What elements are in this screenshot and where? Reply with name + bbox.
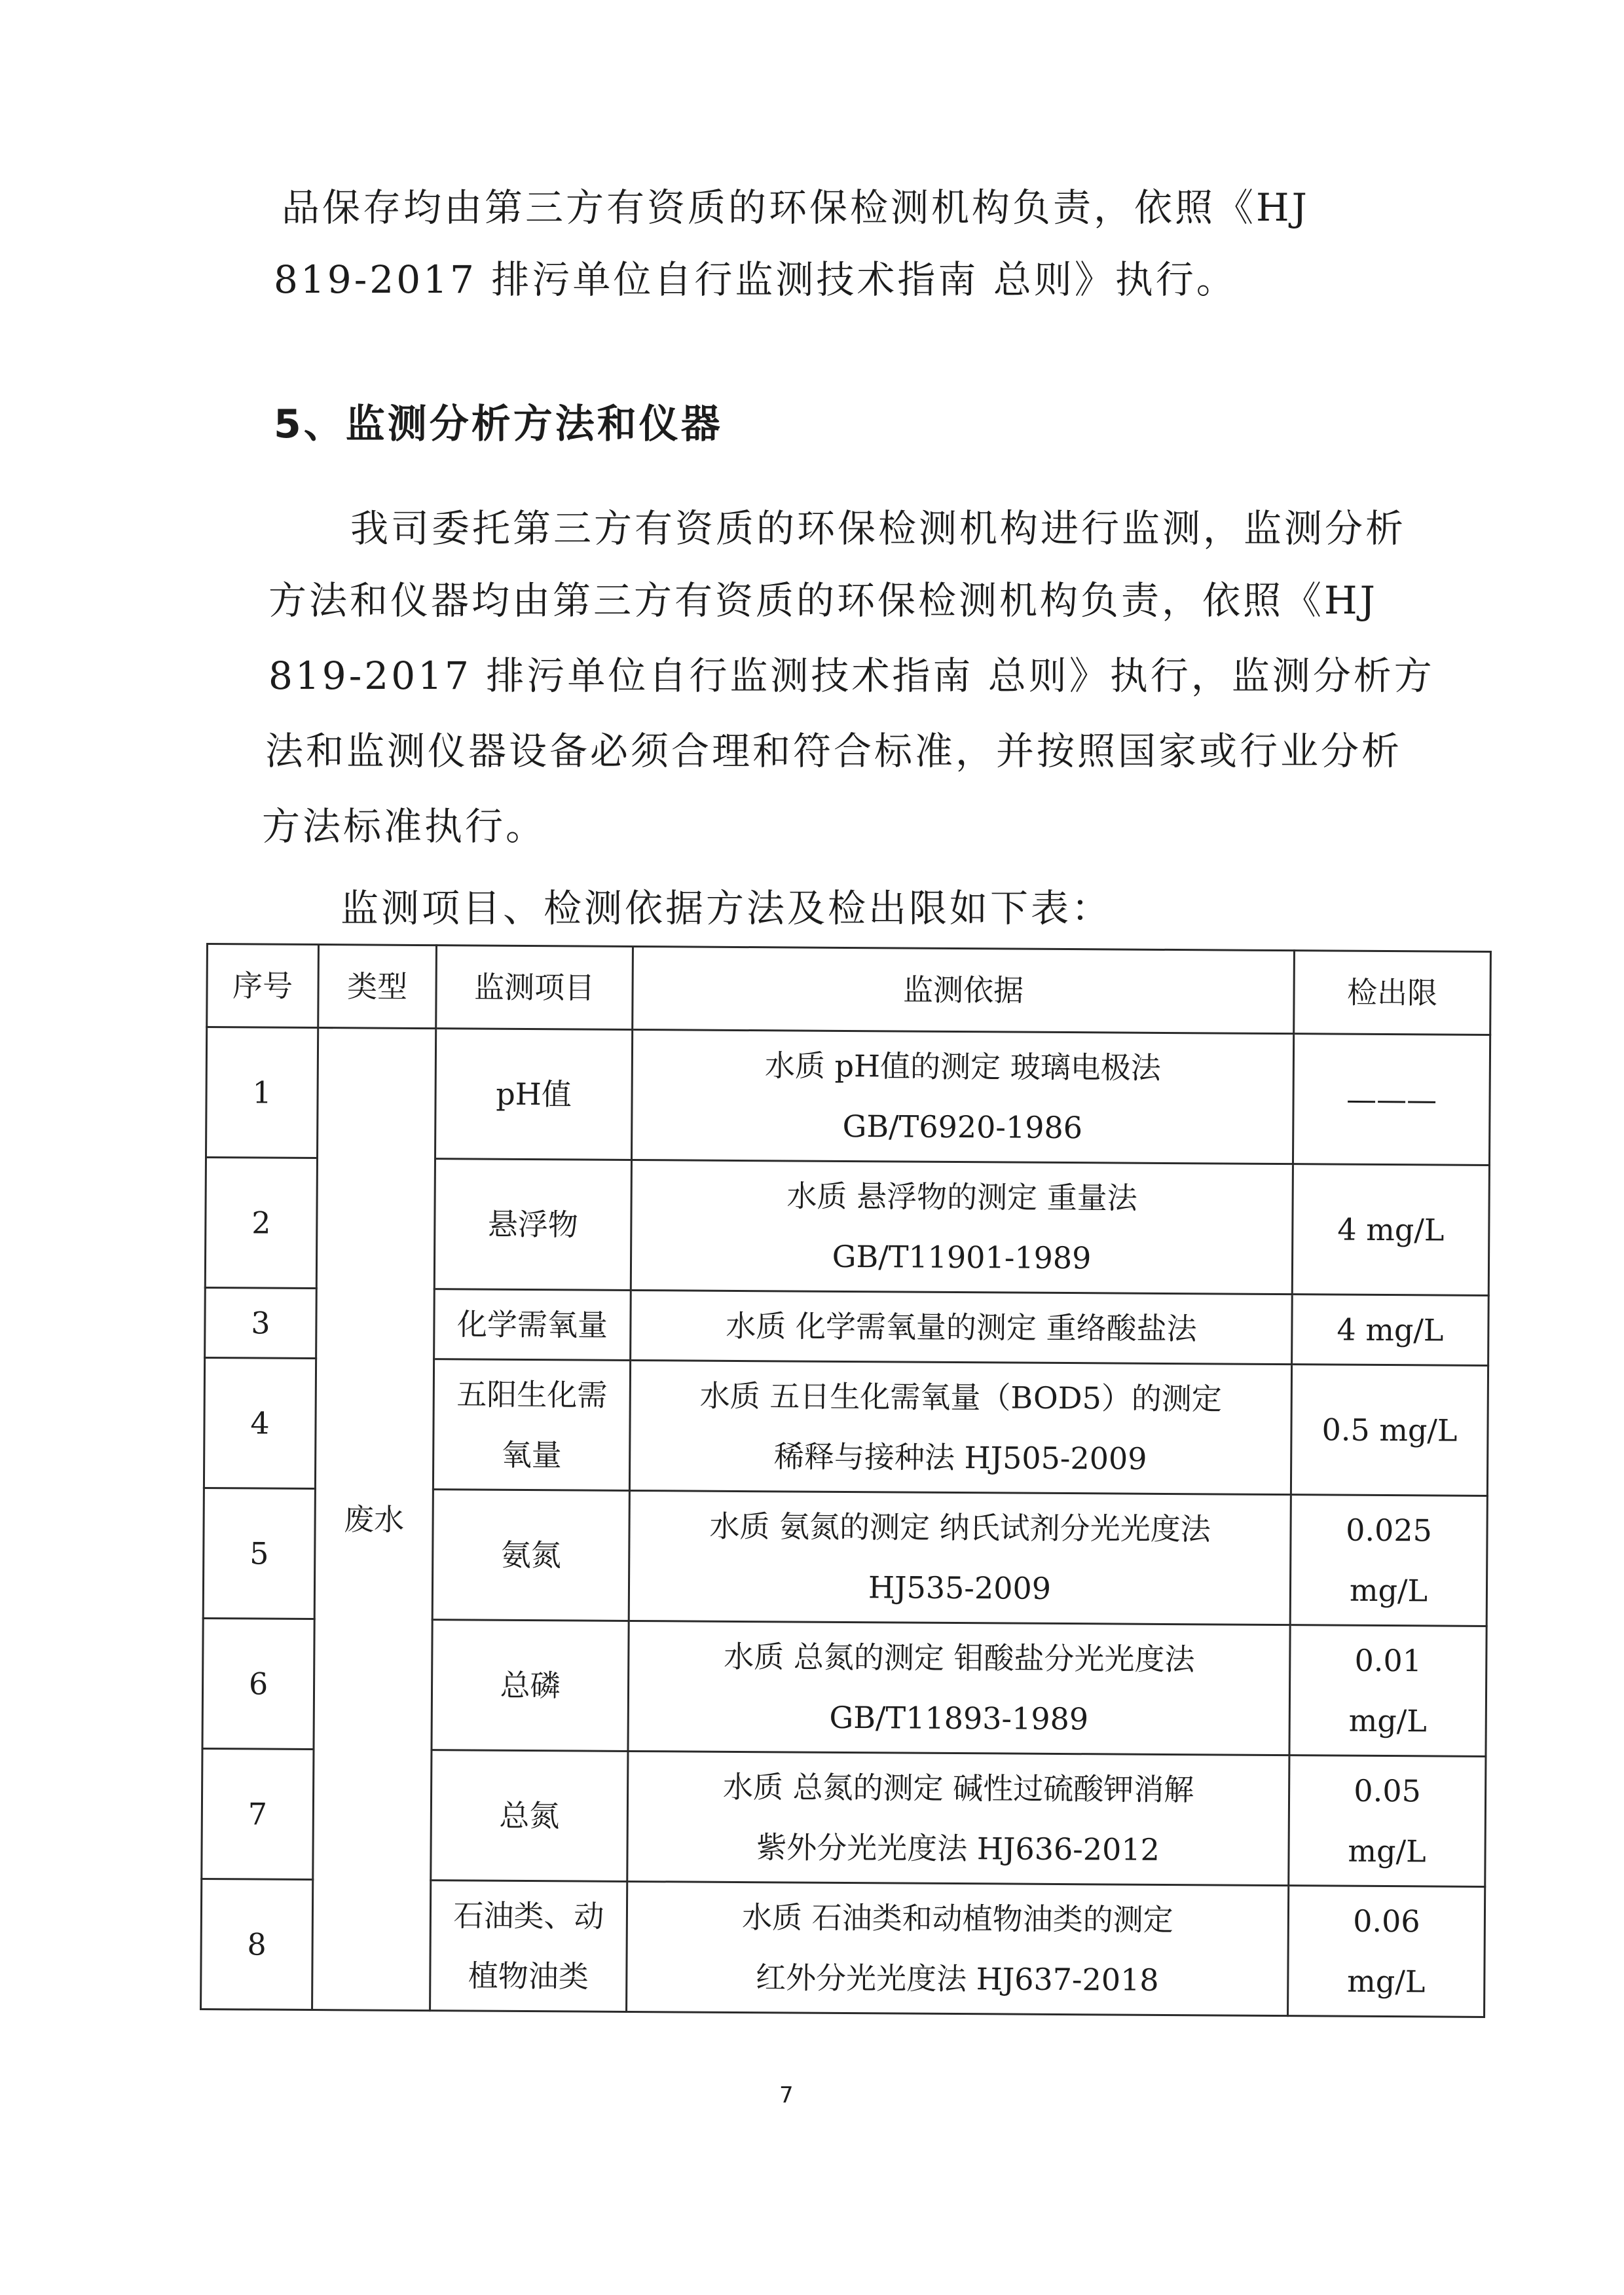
row-no: 4 [204, 1357, 316, 1488]
row-limit: 0.025 mg/L [1290, 1495, 1487, 1626]
row-limit: ——— [1293, 1034, 1490, 1166]
row-basis: 水质 悬浮物的测定 重量法 GB/T11901-1989 [631, 1160, 1293, 1294]
row-no: 8 [201, 1879, 313, 2010]
row-limit: 4 mg/L [1292, 1294, 1489, 1366]
paragraph-line: 方法标准执行。 [262, 804, 547, 849]
header-item: 监测项目 [436, 946, 633, 1030]
row-item: 石油类、动 植物油类 [430, 1881, 627, 2012]
row-basis: 水质 总氮的测定 钼酸盐分光光度法 GB/T11893-1989 [628, 1621, 1290, 1755]
section-heading: 5、监测分析方法和仪器 [274, 401, 723, 447]
row-item: 化学需氧量 [434, 1289, 631, 1361]
row-basis: 水质 化学需氧量的测定 重络酸盐法 [631, 1290, 1293, 1364]
header-limit: 检出限 [1294, 951, 1491, 1035]
paragraph-line: 品保存均由第三方有资质的环保检测机构负责，依照《HJ [282, 185, 1310, 230]
row-no: 2 [205, 1158, 317, 1289]
paragraph-line: 819-2017 排污单位自行监测技术指南 总则》执行。 [274, 257, 1237, 302]
row-basis: 水质 总氮的测定 碱性过硫酸钾消解 紫外分光光度法 HJ636-2012 [627, 1751, 1289, 1885]
row-item: 悬浮物 [434, 1159, 631, 1291]
type-cell: 废水 [312, 1028, 436, 2011]
row-limit: 4 mg/L [1292, 1164, 1489, 1296]
row-no: 5 [203, 1488, 315, 1619]
row-limit: 0.06 mg/L [1288, 1886, 1485, 2017]
row-item: pH值 [435, 1029, 632, 1160]
header-type: 类型 [318, 945, 437, 1029]
table-intro: 监测项目、检测依据方法及检出限如下表： [341, 886, 1113, 930]
row-item: 总氮 [431, 1750, 628, 1882]
row-item: 五阳生化需 氧量 [433, 1359, 630, 1491]
row-item: 总磷 [432, 1620, 629, 1752]
row-basis: 水质 五日生化需氧量（BOD5）的测定 稀释与接种法 HJ505-2009 [629, 1360, 1291, 1494]
page-number: 7 [779, 2082, 794, 2108]
table-row [206, 1027, 1490, 1166]
row-no: 6 [202, 1618, 314, 1749]
paragraph-line: 法和监测仪器设备必须合理和符合标准，并按照国家或行业分析 [265, 729, 1403, 773]
header-no: 序号 [207, 944, 319, 1028]
header-basis: 监测依据 [633, 946, 1295, 1033]
row-limit: 0.5 mg/L [1291, 1365, 1488, 1496]
table-header-row [207, 944, 1491, 1035]
row-no: 1 [206, 1027, 318, 1158]
row-basis: 水质 pH值的测定 玻璃电极法 GB/T6920-1986 [631, 1029, 1293, 1164]
row-no: 3 [205, 1287, 317, 1358]
monitoring-table [200, 943, 1492, 2018]
row-no: 7 [202, 1748, 314, 1879]
row-limit: 0.05 mg/L [1289, 1755, 1486, 1887]
row-basis: 水质 石油类和动植物油类的测定 红外分光光度法 HJ637-2018 [627, 1881, 1289, 2015]
row-basis: 水质 氨氮的测定 纳氏试剂分光光度法 HJ535-2009 [629, 1490, 1291, 1625]
paragraph-line: 我司委托第三方有资质的环保检测机构进行监测，监测分析 [350, 506, 1407, 551]
paragraph-line: 819-2017 排污单位自行监测技术指南 总则》执行，监测分析方 [268, 653, 1435, 698]
row-limit: 0.01 mg/L [1289, 1625, 1486, 1757]
row-item: 氨氮 [432, 1490, 629, 1621]
paragraph-line: 方法和仪器均由第三方有资质的环保检测机构负责，依照《HJ [268, 578, 1378, 623]
